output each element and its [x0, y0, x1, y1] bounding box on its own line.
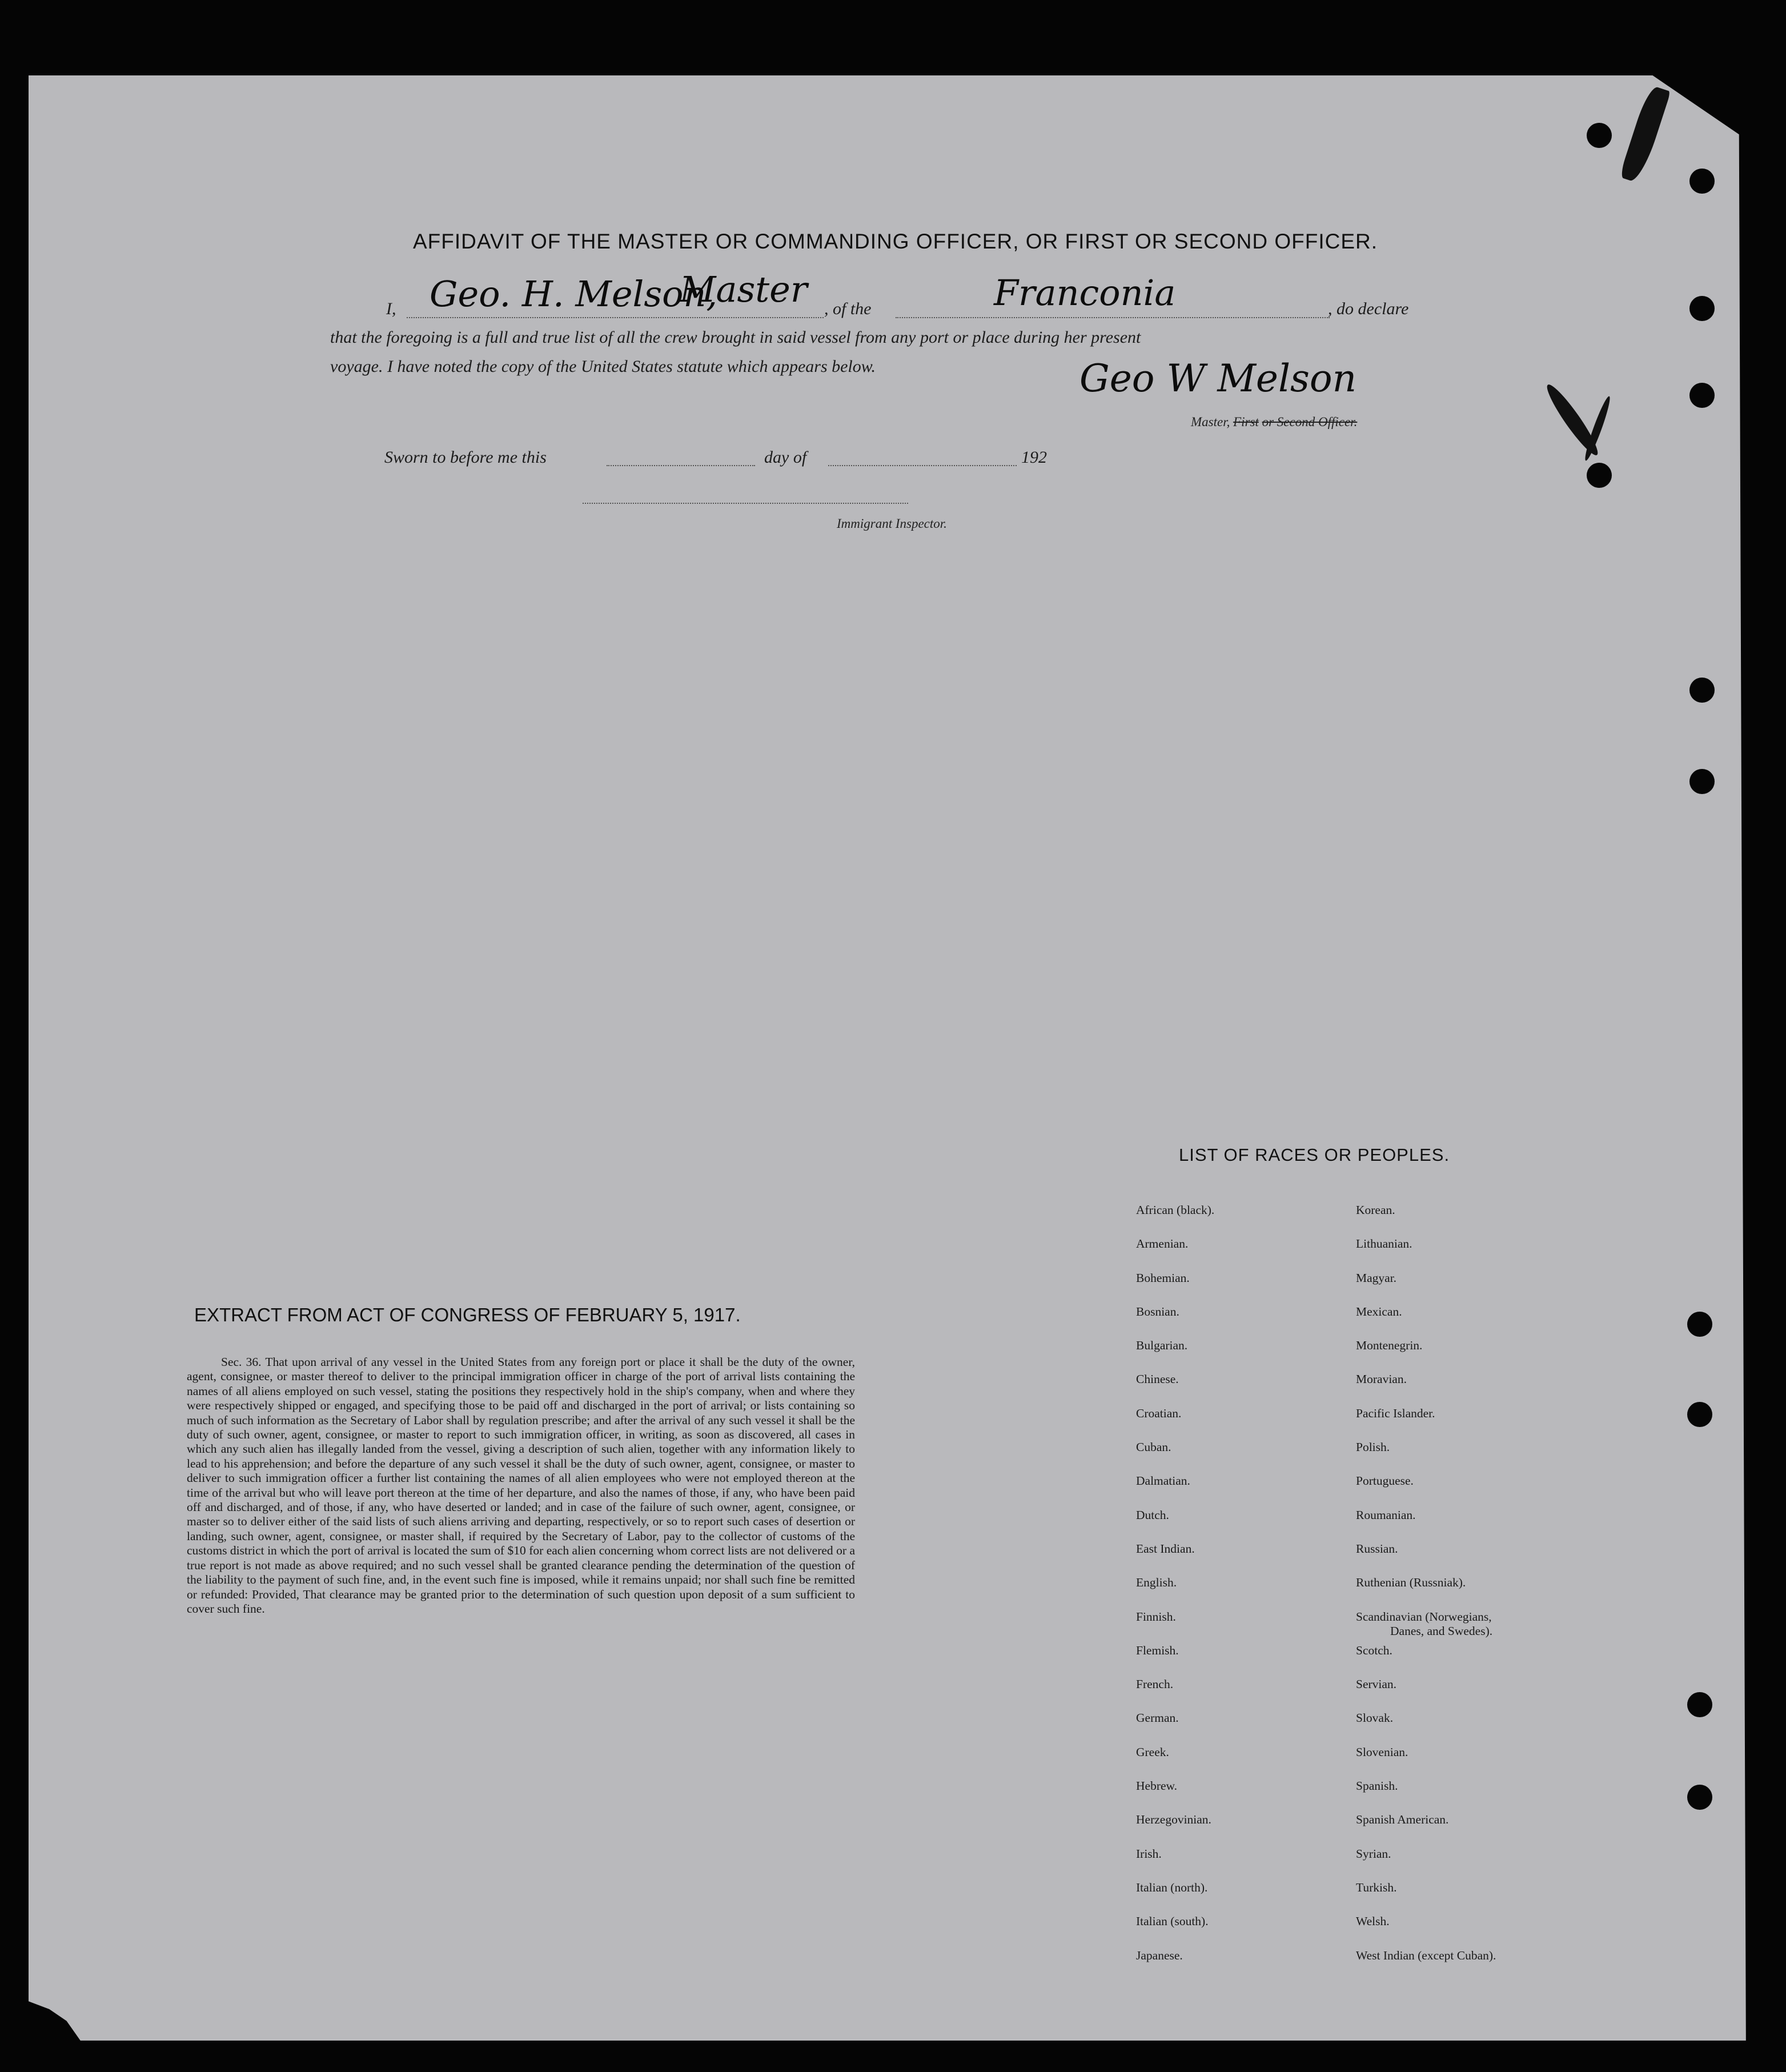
extract-title: EXTRACT FROM ACT OF CONGRESS OF FEBRUARY 5, 1917.	[194, 1304, 741, 1325]
binding-hole	[1687, 1312, 1712, 1337]
race-item: Turkish.	[1356, 1880, 1397, 1894]
race-item: Armenian.	[1136, 1237, 1189, 1251]
race-item: Bohemian.	[1136, 1271, 1190, 1285]
i-label: I,	[386, 299, 396, 318]
races-left-column	[1136, 1203, 1214, 1982]
binding-hole	[1689, 296, 1715, 321]
race-item: Slovenian.	[1356, 1745, 1408, 1759]
race-item: Finnish.	[1136, 1609, 1176, 1624]
race-item: Bulgarian.	[1136, 1338, 1188, 1353]
binding-hole	[1687, 1785, 1712, 1810]
race-item: Lithuanian.	[1356, 1237, 1412, 1251]
races-title: LIST OF RACES OR PEOPLES.	[1179, 1145, 1450, 1165]
race-item: West Indian (except Cuban).	[1356, 1948, 1496, 1962]
race-item: Greek.	[1136, 1745, 1169, 1759]
affidavit-line-2: that the foregoing is a full and true list of all the crew brought in said vessel from any port or place during her present	[330, 328, 1141, 347]
binding-hole	[1689, 678, 1715, 703]
officer-name-handwritten: Geo. H. Melson,	[430, 273, 718, 315]
race-item-continuation: Danes, and Swedes).	[1390, 1624, 1493, 1638]
race-item: German.	[1136, 1711, 1179, 1725]
race-item: Dutch.	[1136, 1508, 1169, 1522]
extract-paragraph: Sec. 36. That upon arrival of any vessel in the United States from any foreign port or place it shall be the duty of the owner, agent, consignee, or master thereof to deliver to the principal immigration officer in charge of the port of arrival lists containing the names of all aliens employed on such vessel, stating the positions they respectively hold in the ship's company, when and where they were respectively shipped or engaged, and specifying those to be paid off and discharged in the port of arrival; or lists containing so much of such information as the Secretary of Labor shall by regulation prescribe; and after the arrival of any such vessel it shall be the duty of such owner, agent, consignee, or master to report to such immigration officer, in writing, as soon as discovered, all cases in which any such alien has illegally landed from the vessel, giving a description of such alien, together with any information likely to lead to his apprehension; and before the departure of any such vessel it shall be the duty of such owner, agent, consignee, or master to deliver to such immigration officer a further list containing the names of all alien employees who were not employed thereon at the time of the arrival but who will leave port thereon at the time of her departure, and also the names of those, if any, who have been paid off and discharged, and of those, if any, who have deserted or landed; and in case of the failure of such owner, agent, consignee, or master so to deliver either of the said lists of such aliens arriving and departing, respectively, or so to report such cases of desertion or landing, such owner, agent, consignee, or master shall, if required by the Secretary of Labor, pay to the collector of customs of the customs district in which the port of arrival is located the sum of $10 for each alien concerning whom correct lists are not delivered or a true report is not made as above required; and no such vessel shall be granted clearance pending the determination of the question of the liability to the payment of such fine, and, in the event such fine is imposed, while it remains unpaid; nor shall such fine be remitted or refunded: Provided, That clearance may be granted prior to the determination of such question upon deposit of a sum sufficient to cover such fine.	[187, 1355, 855, 1616]
race-item: Roumanian.	[1356, 1508, 1416, 1522]
races-right-column	[1356, 1203, 1496, 1982]
inspector-signature-line	[583, 503, 908, 504]
race-item: Herzegovinian.	[1136, 1813, 1211, 1827]
race-item: Bosnian.	[1136, 1304, 1179, 1318]
binding-hole	[1687, 1402, 1712, 1427]
inspector-label: Immigrant Inspector.	[837, 516, 947, 531]
binding-hole	[1687, 1692, 1712, 1717]
race-item: Moravian.	[1356, 1372, 1407, 1386]
of-the-label: , of the	[824, 299, 872, 318]
affidavit-line-3: voyage. I have noted the copy of the United States statute which appears below.	[330, 357, 876, 376]
document-page	[29, 75, 1756, 2041]
race-item: African (black).	[1136, 1203, 1215, 1217]
name-blank-line	[407, 317, 824, 318]
vessel-blank-line	[896, 317, 1330, 318]
sworn-day-line	[607, 465, 755, 466]
race-item: Servian.	[1356, 1677, 1397, 1692]
binding-hole	[1689, 769, 1715, 794]
race-item: Syrian.	[1356, 1846, 1391, 1861]
master-signature: Geo W Melson	[1079, 356, 1357, 400]
race-item: Italian (north).	[1136, 1880, 1208, 1894]
race-item: Slovak.	[1356, 1711, 1394, 1725]
race-item: Russian.	[1356, 1541, 1398, 1556]
race-item: Dalmatian.	[1136, 1474, 1190, 1488]
affidavit-title: AFFIDAVIT OF THE MASTER OR COMMANDING OFFICER, OR FIRST OR SECOND OFFICER.	[413, 230, 1378, 253]
binding-hole	[1587, 463, 1612, 488]
race-item: Mexican.	[1356, 1304, 1402, 1318]
race-item: Spanish.	[1356, 1779, 1398, 1793]
binding-hole	[1689, 169, 1715, 194]
master-label	[1191, 415, 1357, 430]
sworn-before-label: Sworn to before me this	[384, 448, 547, 467]
race-item: Scotch.	[1356, 1643, 1392, 1657]
binding-hole	[1587, 123, 1612, 148]
race-item: Flemish.	[1136, 1643, 1179, 1657]
race-item: Spanish American.	[1356, 1813, 1449, 1827]
race-item: Welsh.	[1356, 1914, 1390, 1929]
race-item: Korean.	[1356, 1203, 1395, 1217]
master-text: Master,	[1191, 415, 1230, 429]
race-item: Italian (south).	[1136, 1914, 1209, 1929]
race-item: Cuban.	[1136, 1440, 1171, 1454]
second-officer-text: or Second Officer.	[1262, 415, 1358, 429]
do-declare-label: , do declare	[1328, 299, 1409, 318]
race-item: Croatian.	[1136, 1406, 1182, 1420]
officer-title-handwritten: Master	[680, 268, 808, 310]
race-item: Scandinavian (Norwegians, Danes, and Swedes).	[1356, 1610, 1496, 1644]
race-item: Ruthenian (Russniak).	[1356, 1576, 1466, 1590]
race-item: English.	[1136, 1576, 1177, 1590]
race-item: Japanese.	[1136, 1948, 1183, 1962]
race-item: Polish.	[1356, 1440, 1390, 1454]
extract-body	[187, 1355, 855, 1616]
race-item: Chinese.	[1136, 1372, 1179, 1386]
sworn-month-line	[828, 465, 1017, 466]
race-item: Hebrew.	[1136, 1779, 1178, 1793]
race-item: Magyar.	[1356, 1271, 1397, 1285]
first-struck-text: First	[1233, 415, 1259, 429]
day-of-label: day of	[764, 448, 807, 467]
race-item: East Indian.	[1136, 1541, 1195, 1556]
binding-hole	[1689, 383, 1715, 408]
race-item: Irish.	[1136, 1846, 1162, 1861]
year-label: 192	[1021, 448, 1047, 467]
race-item: Pacific Islander.	[1356, 1406, 1435, 1420]
race-item: Montenegrin.	[1356, 1338, 1423, 1353]
race-item: French.	[1136, 1677, 1174, 1692]
vessel-name-handwritten: Franconia	[994, 272, 1176, 314]
race-item: Portuguese.	[1356, 1474, 1414, 1488]
